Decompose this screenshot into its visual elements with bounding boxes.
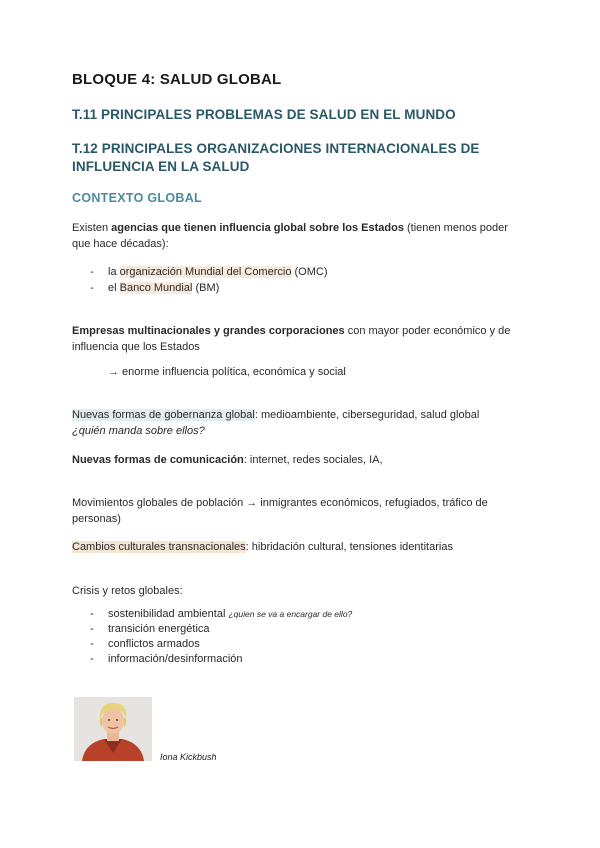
bloque-title: BLOQUE 4: SALUD GLOBAL bbox=[72, 71, 282, 88]
agencias-pre: Existen bbox=[72, 222, 112, 234]
t12-title-line2: INFLUENCIA EN LA SALUD bbox=[72, 159, 250, 174]
gobernanza-post: : medioambiente, ciberseguridad, salud global bbox=[254, 409, 480, 421]
list-dash: - bbox=[90, 266, 94, 278]
gobernanza-question: ¿quién manda sobre ellos? bbox=[72, 425, 205, 437]
movimientos-line1: Movimientos globales de población → inmigrantes económicos, refugiados, tráfico de bbox=[72, 497, 488, 509]
photo-caption: Iona Kickbush bbox=[160, 752, 217, 762]
cambios-post: : hibridación cultural, tensiones identitarias bbox=[245, 541, 453, 553]
crisis-item-conflictos: conflictos armados bbox=[108, 638, 200, 650]
empresas-paragraph-line2: influencia que los Estados bbox=[72, 341, 200, 353]
list-item-bm bbox=[108, 280, 219, 296]
list-item-omc bbox=[108, 264, 327, 280]
movimientos-line2: personas) bbox=[72, 513, 121, 525]
empresas-paragraph-line1 bbox=[72, 323, 510, 339]
t11-title: T.11 PRINCIPALES PROBLEMAS DE SALUD EN EL MUNDO bbox=[72, 107, 456, 122]
highlight-omc: organización Mundial del Comercio bbox=[119, 266, 292, 278]
comunicacion-bold: Nuevas formas de comunicación bbox=[72, 454, 244, 466]
agencias-paragraph-line1 bbox=[72, 220, 508, 236]
empresas-post: con mayor poder económico y de bbox=[344, 325, 511, 337]
highlight-gobernanza: Nuevas formas de gobernanza global bbox=[72, 409, 255, 421]
highlight-cambios: Cambios culturales transnacionales bbox=[72, 541, 246, 553]
list-dash: - bbox=[90, 623, 94, 635]
list-item-post: (BM) bbox=[192, 282, 220, 294]
list-dash: - bbox=[90, 653, 94, 665]
gobernanza-line bbox=[72, 407, 479, 423]
list-dash: - bbox=[90, 282, 94, 294]
portrait-illustration bbox=[74, 697, 152, 761]
list-dash: - bbox=[90, 608, 94, 620]
agencias-post: (tienen menos poder bbox=[403, 222, 508, 234]
highlight-bm: Banco Mundial bbox=[119, 282, 193, 294]
contexto-global-heading: CONTEXTO GLOBAL bbox=[72, 191, 202, 205]
empresas-bold: Empresas multinacionales y grandes corporaciones bbox=[72, 325, 345, 337]
list-item-pre: el bbox=[108, 282, 120, 294]
comunicacion-line bbox=[72, 452, 383, 468]
crisis-item-note: ¿quien se va a encargar de ello? bbox=[228, 609, 353, 619]
crisis-item-transicion: transición energética bbox=[108, 623, 210, 635]
agencias-bold: agencias que tienen influencia global sobre los Estados bbox=[111, 222, 404, 234]
list-item-post: (OMC) bbox=[291, 266, 328, 278]
crisis-item-informacion: información/desinformación bbox=[108, 653, 243, 665]
list-dash: - bbox=[90, 638, 94, 650]
crisis-item-sostenibilidad bbox=[108, 606, 352, 622]
agencias-paragraph-line2: que hace décadas): bbox=[72, 238, 169, 250]
empresas-arrow-line: → enorme influencia política, económica y social bbox=[108, 366, 346, 378]
portrait-photo bbox=[74, 697, 152, 761]
comunicacion-post: : internet, redes sociales, IA, bbox=[243, 454, 383, 466]
cambios-line bbox=[72, 539, 453, 555]
list-item-pre: la bbox=[108, 266, 120, 278]
crisis-item-text: sostenibilidad ambiental bbox=[108, 608, 229, 620]
t12-title-line1: T.12 PRINCIPALES ORGANIZACIONES INTERNACIONALES DE bbox=[72, 141, 480, 156]
crisis-intro: Crisis y retos globales: bbox=[72, 585, 183, 597]
